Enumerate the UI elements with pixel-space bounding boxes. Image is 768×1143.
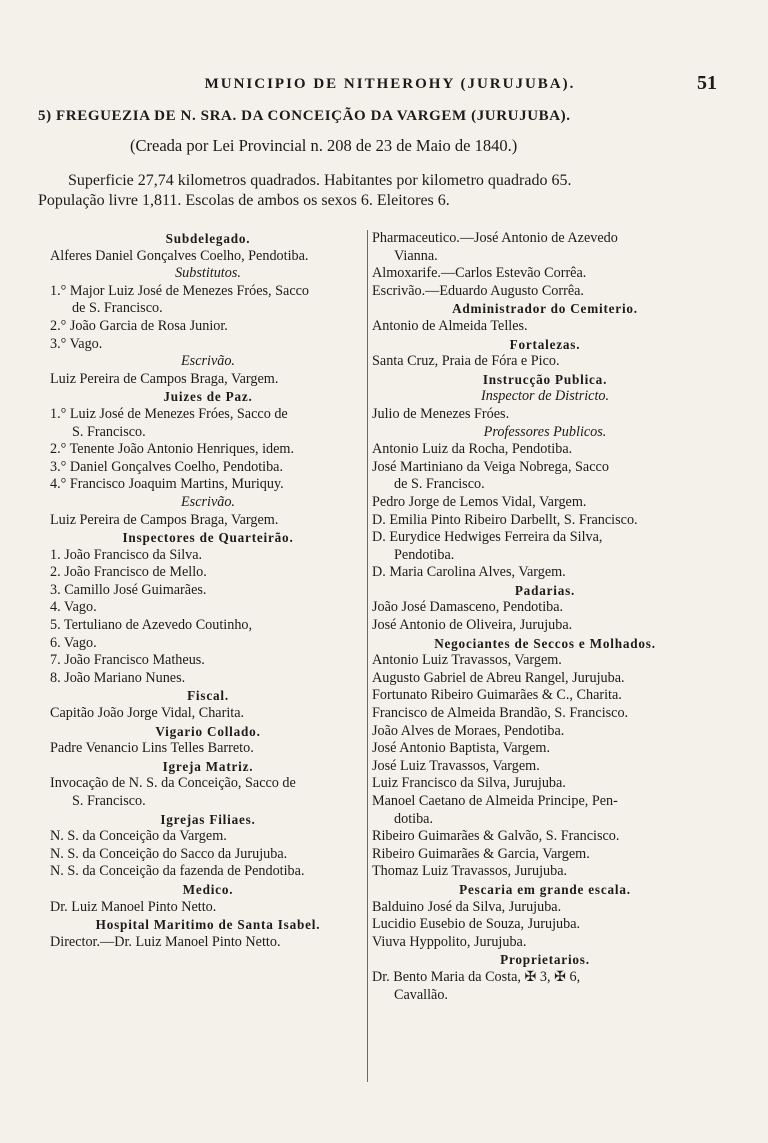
entry-line: 7. João Francisco Matheus. <box>50 652 205 669</box>
entry-line: Almoxarife.—Carlos Estevão Corrêa. <box>372 265 587 282</box>
entry-line: D. Maria Carolina Alves, Vargem. <box>372 564 566 581</box>
entry-line: Director.—Dr. Luiz Manoel Pinto Netto. <box>50 933 281 950</box>
entry-line: 2. João Francisco de Mello. <box>50 564 207 581</box>
section-heading: Escrivão. <box>181 353 235 370</box>
entry-line: Francisco de Almeida Brandão, S. Francisco. <box>372 705 629 722</box>
entry-line: Santa Cruz, Praia de Fóra e Pico. <box>372 353 560 370</box>
entry-continuation: Cavallão. <box>394 986 448 1003</box>
entry-line: Luiz Pereira de Campos Braga, Vargem. <box>50 511 279 528</box>
entry-line: N. S. da Conceição da fazenda de Pendotiba. <box>50 863 305 880</box>
section-heading: Vigario Collado. <box>155 723 261 739</box>
section-heading: Medico. <box>182 881 234 897</box>
page-number: 51 <box>697 72 717 94</box>
entry-line: Capitão João Jorge Vidal, Charita. <box>50 705 245 722</box>
entry-line: José Luiz Travassos, Vargem. <box>372 757 540 774</box>
entry-line: N. S. da Conceição da Vargem. <box>50 828 227 845</box>
entry-continuation: de S. Francisco. <box>394 476 485 493</box>
entry-line: Antonio Luiz da Rocha, Pendotiba. <box>372 441 573 458</box>
section-heading: Padarias. <box>514 582 576 598</box>
section-heading: Hospital Maritimo de Santa Isabel. <box>95 917 321 933</box>
entry-line: D. Emilia Pinto Ribeiro Darbellt, S. Francisco. <box>372 511 638 528</box>
entry-continuation: dotiba. <box>394 810 434 827</box>
left-column <box>50 230 366 951</box>
section-heading: Escrivão. <box>181 493 235 510</box>
entry-line: Ribeiro Guimarães & Galvão, S. Francisco. <box>372 828 620 845</box>
section-heading: Proprietarios. <box>500 952 590 968</box>
entry-line: 1. João Francisco da Silva. <box>50 546 203 563</box>
entry-line: Balduino José da Silva, Jurujuba. <box>372 898 562 915</box>
section-heading: Igrejas Filiaes. <box>160 811 256 827</box>
section-heading: Instrucção Publica. <box>482 371 608 387</box>
entry-continuation: S. Francisco. <box>72 793 146 809</box>
entry-line: 4.° Francisco Joaquim Martins, Muriquy. <box>50 476 284 493</box>
stats-schools-electors: População livre 1,811. Escolas de ambos os sexos 6. Eleitores 6. <box>38 192 450 209</box>
entry-continuation: Vianna. <box>394 247 438 264</box>
entry-line: João José Damasceno, Pendotiba. <box>372 599 564 616</box>
entry-line: Luiz Pereira de Campos Braga, Vargem. <box>50 370 279 387</box>
running-head: MUNICIPIO DE NITHEROHY (JURUJUBA). <box>204 76 576 92</box>
entry-line: 4. Vago. <box>50 599 97 616</box>
entry-line: 3.° Daniel Gonçalves Coelho, Pendotiba. <box>50 458 284 475</box>
entry-line: 3.° Vago. <box>50 335 103 352</box>
entry-line: 2.° João Garcia de Rosa Junior. <box>50 317 228 334</box>
entry-line: Fortunato Ribeiro Guimarães & C., Charita. <box>372 687 622 704</box>
entry-line: Dr. Bento Maria da Costa, ✠ 3, ✠ 6, <box>372 968 581 985</box>
section-heading: Fortalezas. <box>509 336 581 352</box>
entry-continuation: S. Francisco. <box>72 423 146 440</box>
entry-line: Manoel Caetano de Almeida Principe, Pen- <box>372 793 618 809</box>
entry-line: Luiz Francisco da Silva, Jurujuba. <box>372 775 566 792</box>
entry-line: 3. Camillo José Guimarães. <box>50 581 207 598</box>
entry-line: 1.° Major Luiz José de Menezes Fróes, Sacco <box>50 282 310 299</box>
entry-line: 1.° Luiz José de Menezes Fróes, Sacco de <box>50 405 288 422</box>
entry-line: 8. João Mariano Nunes. <box>50 669 186 686</box>
section-heading: Juizes de Paz. <box>163 389 253 405</box>
entry-line: 2.° Tenente João Antonio Henriques, idem. <box>50 441 294 458</box>
section-heading: Substitutos. <box>175 265 241 282</box>
entry-line: Viuva Hyppolito, Jurujuba. <box>372 933 527 950</box>
entry-line: 6. Vago. <box>50 634 97 651</box>
entry-line: José Martiniano da Veiga Nobrega, Sacco <box>372 458 609 475</box>
section-heading: Pescaria em grande escala. <box>459 881 631 897</box>
right-column <box>372 230 718 1004</box>
entry-line: Invocação de N. S. da Conceição, Sacco de <box>50 775 296 792</box>
creation-note: (Creada por Lei Provincial n. 208 de 23 de Maio de 1840.) <box>130 136 518 155</box>
entry-line: Lucidio Eusebio de Souza, Jurujuba. <box>372 916 581 933</box>
entry-line: Padre Venancio Lins Telles Barreto. <box>50 740 254 757</box>
entry-line: Escrivão.—Eduardo Augusto Corrêa. <box>372 282 584 299</box>
entry-line: José Antonio Baptista, Vargem. <box>372 740 550 757</box>
entry-line: Pedro Jorge de Lemos Vidal, Vargem. <box>372 493 587 510</box>
stats-area-population: Superficie 27,74 kilometros quadrados. Habitantes por kilometro quadrado 65. <box>68 172 572 189</box>
entry-line: Pharmaceutico.—José Antonio de Azevedo <box>372 230 618 246</box>
entry-continuation: de S. Francisco. <box>72 300 163 317</box>
parish-title: 5) FREGUEZIA DE N. SRA. DA CONCEIÇÃO DA VARGEM (JURUJUBA). <box>38 108 571 124</box>
entry-line: N. S. da Conceição do Sacco da Jurujuba. <box>50 845 288 862</box>
entry-line: Julio de Menezes Fróes. <box>372 405 510 422</box>
entry-line: Thomaz Luiz Travassos, Jurujuba. <box>372 863 568 880</box>
column-divider <box>367 230 368 1082</box>
entry-line: Augusto Gabriel de Abreu Rangel, Jurujuba. <box>372 669 625 686</box>
entry-line: José Antonio de Oliveira, Jurujuba. <box>372 617 573 634</box>
section-heading: Inspector de Districto. <box>480 388 610 405</box>
entry-line: D. Eurydice Hedwiges Ferreira da Silva, <box>372 529 603 546</box>
entry-line: João Alves de Moraes, Pendotiba. <box>372 722 565 739</box>
entry-line: Antonio de Almeida Telles. <box>372 317 528 334</box>
entry-line: 5. Tertuliano de Azevedo Coutinho, <box>50 617 253 634</box>
entry-line: Dr. Luiz Manoel Pinto Netto. <box>50 898 217 915</box>
section-heading: Igreja Matriz. <box>162 758 254 774</box>
section-heading: Professores Publicos. <box>483 423 607 440</box>
entry-line: Antonio Luiz Travassos, Vargem. <box>372 652 562 669</box>
entry-line: Ribeiro Guimarães & Garcia, Vargem. <box>372 845 590 862</box>
section-heading: Inspectores de Quarteirão. <box>122 530 294 546</box>
entry-line: Alferes Daniel Gonçalves Coelho, Pendotiba. <box>50 247 309 264</box>
section-heading: Negociantes de Seccos e Molhados. <box>434 635 656 651</box>
section-heading: Fiscal. <box>187 688 229 704</box>
entry-continuation: Pendotiba. <box>394 546 455 563</box>
section-heading: Administrador do Cemiterio. <box>452 301 638 317</box>
section-heading: Subdelegado. <box>165 231 251 246</box>
